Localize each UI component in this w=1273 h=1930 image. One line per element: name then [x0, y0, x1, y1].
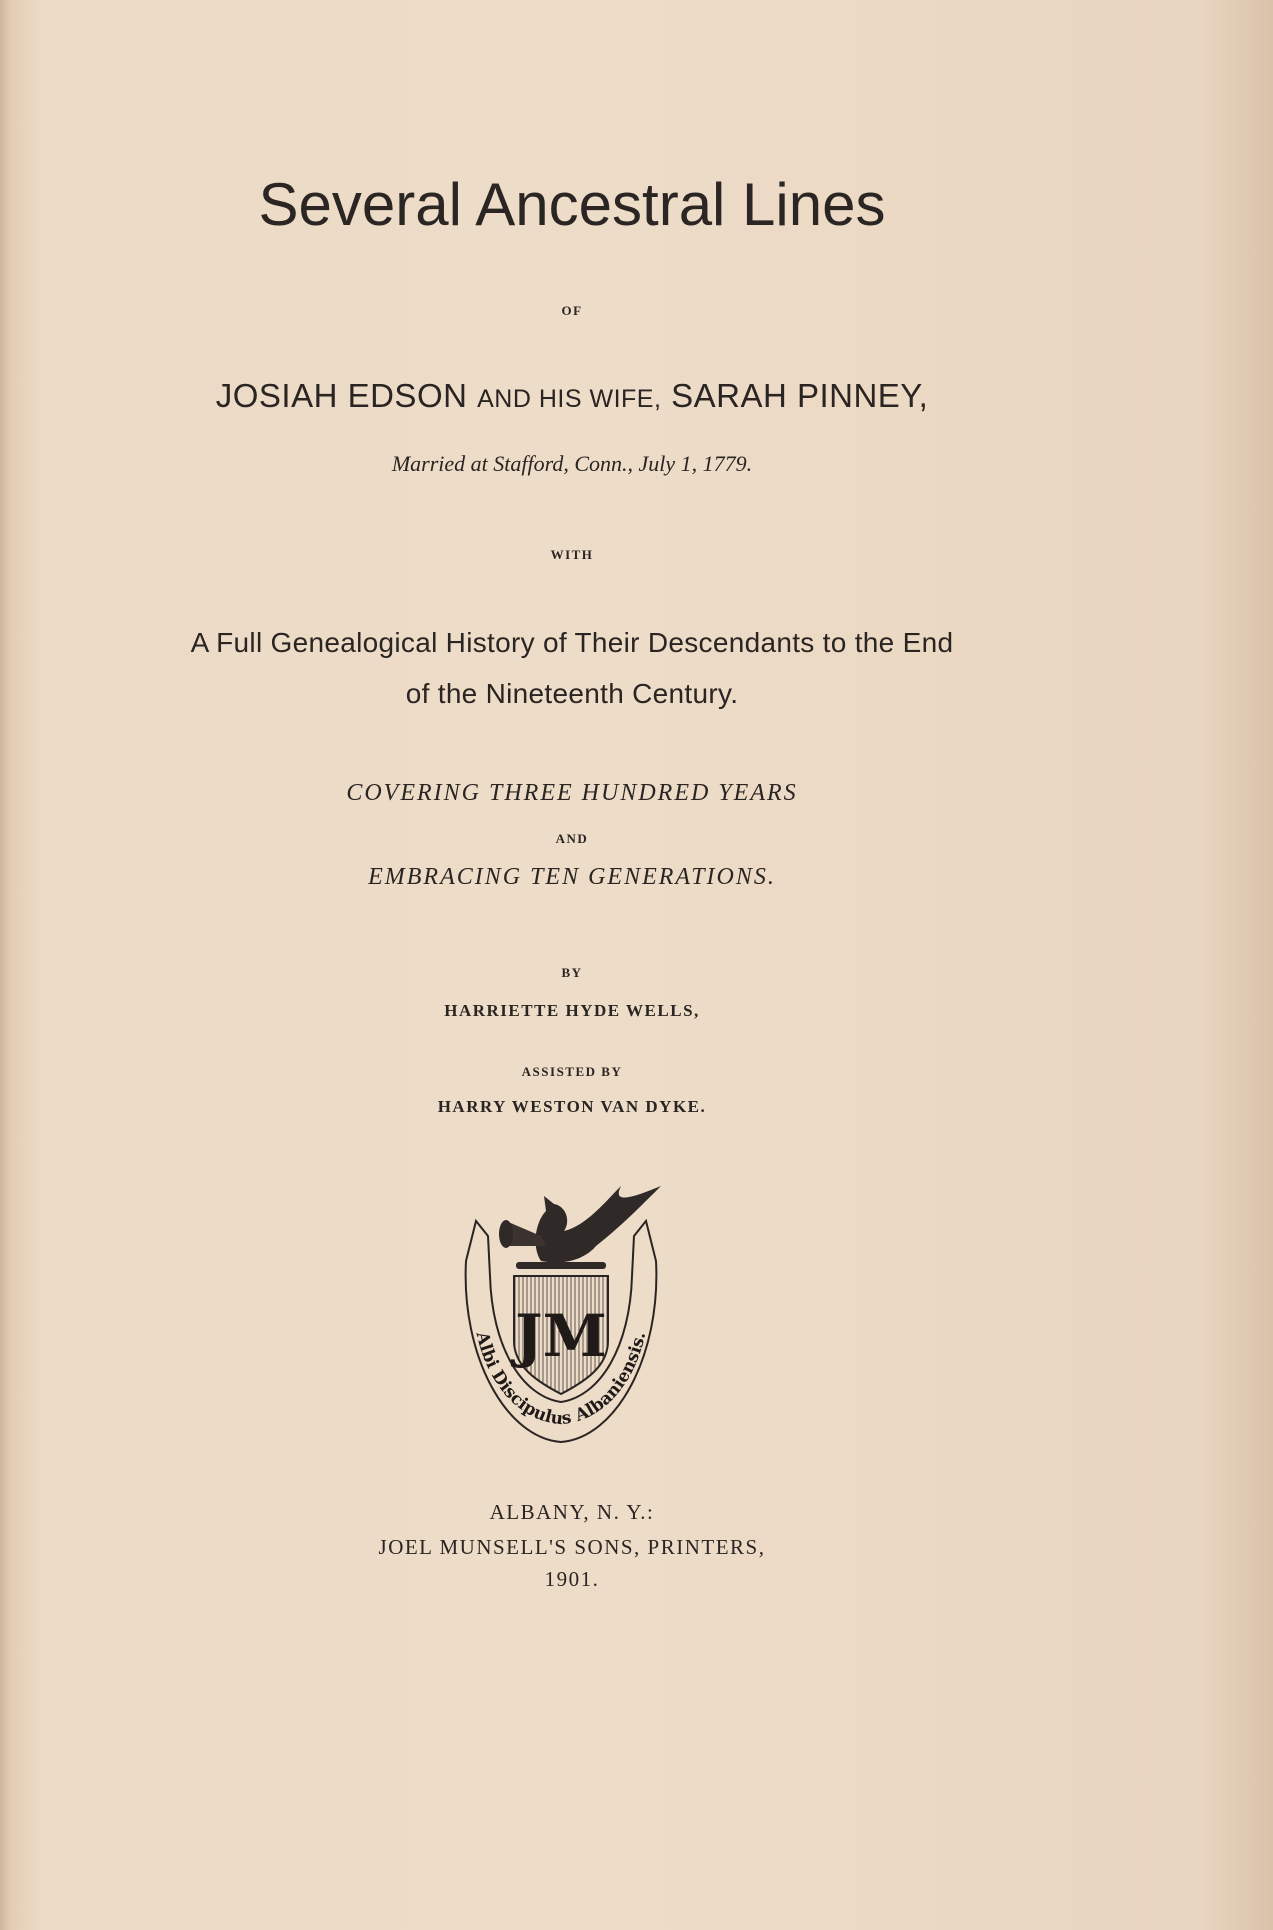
wife-name: SARAH PINNEY, — [671, 377, 929, 414]
marriage-line: Married at Stafford, Conn., July 1, 1779. — [391, 451, 753, 476]
embracing-line: EMBRACING TEN GENERATIONS. — [368, 864, 776, 890]
subtitle-line-1: A Full Genealogical History of Their Descendants to the End — [190, 627, 954, 658]
of-label: OF — [561, 303, 583, 318]
covering-line: COVERING THREE HUNDRED YEARS — [346, 780, 798, 806]
griffin-crest-emblem — [446, 1166, 676, 1450]
assisted-by-label: ASSISTED BY — [521, 1064, 623, 1079]
husband-name: JOSIAH EDSON — [215, 377, 468, 414]
assistant-name: HARRY WESTON VAN DYKE. — [437, 1097, 707, 1116]
imprint-year: 1901. — [544, 1567, 600, 1591]
monogram: JM — [515, 1302, 607, 1370]
imprint-place: ALBANY, N. Y.: — [489, 1500, 655, 1524]
imprint-printer: JOEL MUNSELL'S SONS, PRINTERS, — [378, 1535, 766, 1559]
griffin-icon — [499, 1186, 661, 1269]
book-title: Several Ancestral Lines — [258, 171, 886, 238]
author-name: HARRIETTE HYDE WELLS, — [444, 1001, 700, 1020]
by-label: BY — [561, 965, 583, 980]
connector-text: AND HIS WIFE, — [477, 385, 662, 413]
with-label: WITH — [550, 547, 594, 562]
motto-text: Albi Discipulus Albaniensis. — [471, 1329, 651, 1430]
subtitle-line-2: of the Nineteenth Century. — [405, 678, 739, 709]
subjects-line — [0, 377, 1144, 415]
and-label: AND — [555, 831, 589, 846]
